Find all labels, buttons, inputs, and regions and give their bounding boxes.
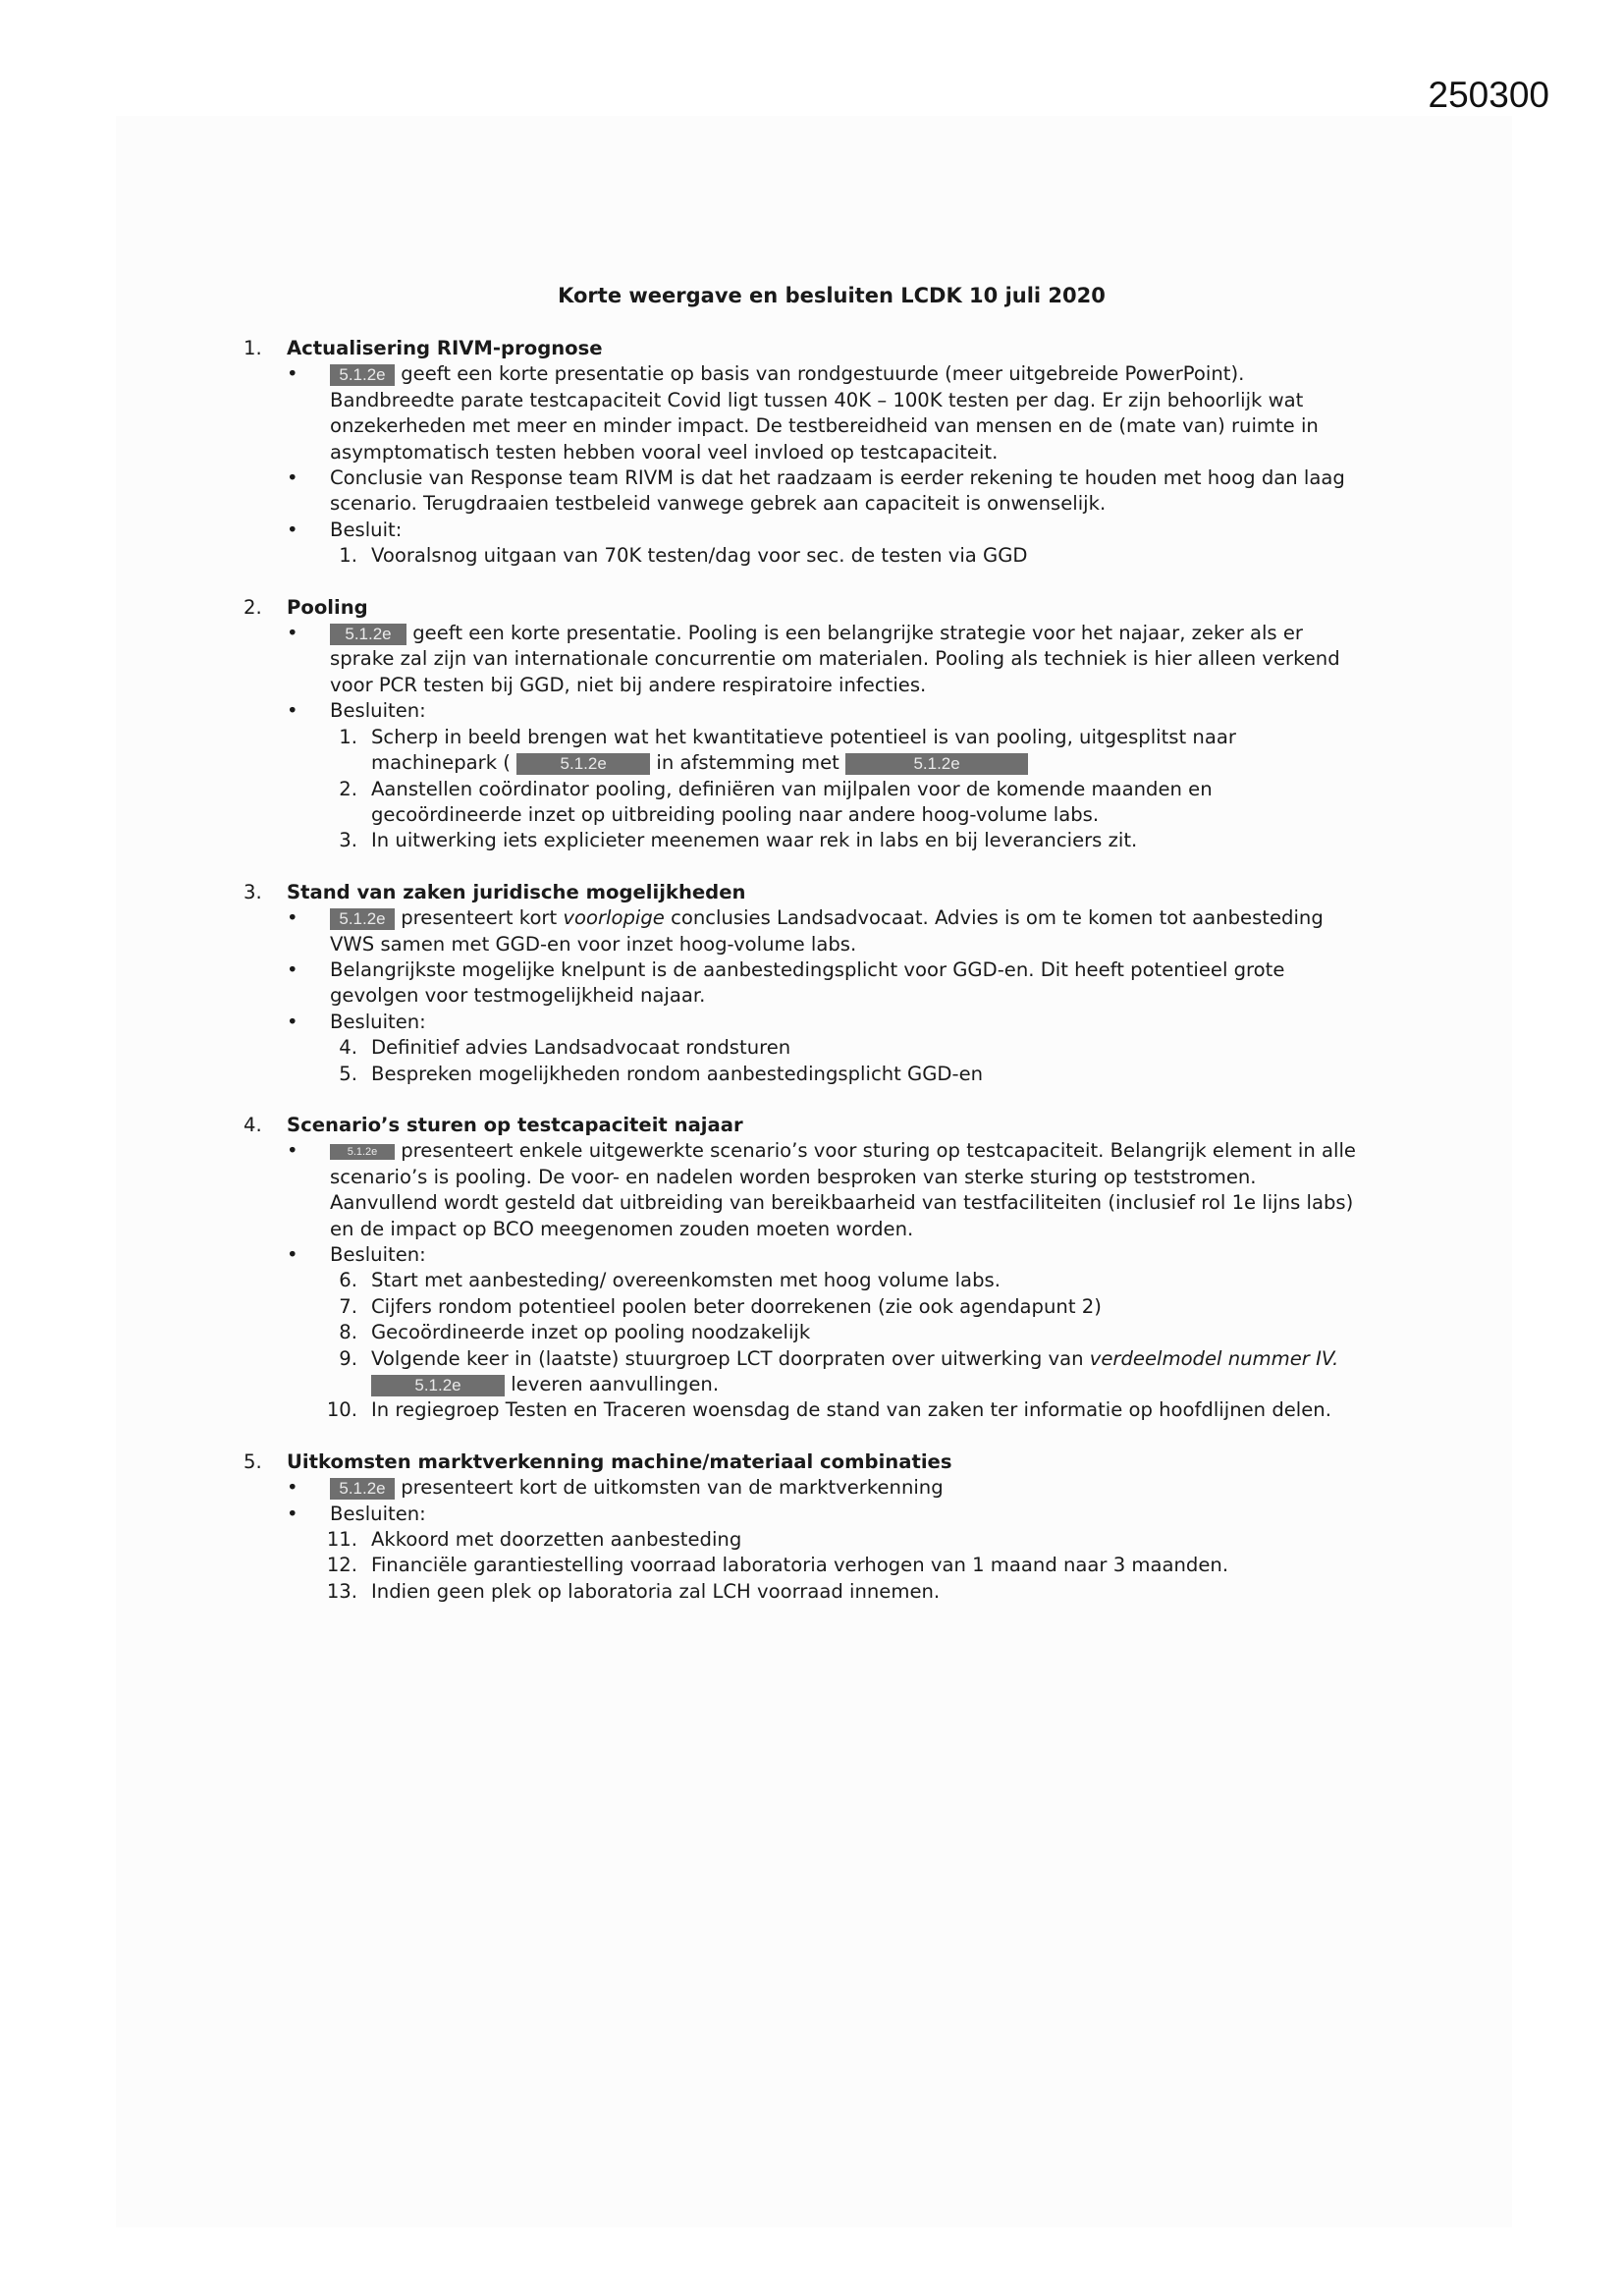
bullet-text: geeft een korte presentatie op basis van rondgestuurde (meer uitgebreide PowerPoint). Bandbreedte parate testcapaciteit Covid ligt tussen 40K – 100K testen per dag. Er zijn behoorlijk wat onzekerheden met meer en minder impact. De testbereidheid van mensen en de (mate van) ruimte in asymptomatisch testen hebben vooral veel invloed op testcapaciteit.	[330, 362, 1319, 464]
agenda-item-2	[244, 595, 1363, 854]
decision-text: Indien geen plek op laboratoria zal LCH voorraad innemen.	[371, 1579, 941, 1603]
decision-text: Vooralsnog uitgaan van 70K testen/dag voor sec. de testen via GGD	[371, 544, 1028, 568]
decision-number: 10.	[326, 1398, 357, 1422]
decision-text: Financiële garantiestelling voorraad laboratoria verhogen van 1 maand naar 3 maanden.	[371, 1554, 1229, 1577]
bullet-item	[287, 1138, 1363, 1242]
decision-item	[287, 1527, 1363, 1553]
decision-number: 3.	[339, 829, 357, 852]
decision-item	[287, 1035, 1363, 1061]
decision-text: Gecoördineerde inzet op pooling noodzakelijk	[371, 1321, 811, 1344]
redaction-box: 5.1.2e	[845, 753, 1028, 775]
bullet-icon: •	[287, 957, 298, 981]
bullet-icon: •	[287, 1243, 298, 1266]
bullet-item	[287, 1010, 1363, 1035]
decision-text: In uitwerking iets explicieter meenemen waar rek in labs en bij leveranciers zit.	[371, 829, 1138, 852]
bullet-text: conclusies Landsadvocaat. Advies is om te komen tot aanbesteding VWS samen met GGD-en voor inzet hoog-volume labs.	[330, 906, 1324, 956]
decision-number: 5.	[339, 1062, 357, 1085]
section-title: Actualisering RIVM-prognose	[287, 337, 603, 359]
decision-number: 1.	[339, 544, 357, 568]
decision-item	[287, 1579, 1363, 1605]
decision-text: leveren aanvullingen.	[511, 1373, 720, 1396]
agenda-item-3	[244, 880, 1363, 1087]
bullet-emphasis: voorlopige	[563, 906, 665, 930]
decision-text: Bespreken mogelijkheden rondom aanbestedingsplicht GGD-en	[371, 1062, 984, 1085]
decision-item	[287, 1062, 1363, 1087]
redaction-box: 5.1.2e	[330, 908, 395, 930]
decision-text: Definitief advies Landsadvocaat rondsturen	[371, 1036, 791, 1060]
decision-text: Volgende keer in (laatste) stuurgroep LCT doorpraten over uitwerking van	[371, 1346, 1084, 1370]
bullet-item	[287, 465, 1363, 518]
decision-number: 2.	[339, 777, 357, 800]
bullet-item	[287, 957, 1363, 1010]
section-title: Pooling	[287, 595, 368, 619]
decision-item	[287, 1294, 1363, 1320]
section-number: 2.	[244, 595, 262, 619]
decisions-label: Besluiten:	[330, 699, 426, 723]
decisions-label: Besluiten:	[330, 1243, 426, 1266]
section-title: Scenario’s sturen op testcapaciteit najaar	[287, 1113, 743, 1136]
bullet-text: presenteert kort de uitkomsten van de marktverkenning	[401, 1476, 944, 1500]
bullet-item	[287, 698, 1363, 724]
bullet-icon: •	[287, 1010, 298, 1033]
redaction-box: 5.1.2e	[330, 1478, 395, 1500]
decision-item	[287, 1346, 1363, 1398]
bullet-item	[287, 1242, 1363, 1268]
bullet-text: presenteert enkele uitgewerkte scenario’s voor sturing op testcapaciteit. Belangrijk element in alle scenario’s is pooling. De voor- en nadelen worden besproken van sterke sturing op teststromen. Aanvullend wordt gesteld dat uitbreiding van bereikbaarheid van testfaciliteiten (inclusief rol 1e lijns labs) en de impact op BCO meegenomen zouden moeten worden.	[330, 1139, 1356, 1240]
bullet-icon: •	[287, 699, 298, 723]
document-number: 250300	[1428, 75, 1549, 115]
section-number: 4.	[244, 1113, 262, 1136]
decision-number: 8.	[339, 1321, 357, 1344]
decision-emphasis: verdeelmodel nummer IV.	[1089, 1346, 1339, 1370]
decision-text: in afstemming met	[656, 751, 839, 775]
decision-item	[287, 828, 1363, 853]
bullet-icon: •	[287, 1139, 298, 1163]
bullet-item	[287, 905, 1363, 957]
bullet-text: geeft een korte presentatie. Pooling is een belangrijke strategie voor het najaar, zeker als er sprake zal zijn van internationale concurrentie om materialen. Pooling als techniek is hier alleen verkend voor PCR testen bij GGD, niet bij andere respiratoire infecties.	[330, 622, 1340, 696]
decision-item	[287, 543, 1363, 569]
bullet-icon: •	[287, 1502, 298, 1525]
bullet-item	[287, 621, 1363, 698]
bullet-icon: •	[287, 362, 298, 386]
decision-text: Cijfers rondom potentieel poolen beter doorrekenen (zie ook agendapunt 2)	[371, 1294, 1102, 1318]
bullet-icon: •	[287, 622, 298, 645]
redaction-box: 5.1.2e	[330, 1144, 395, 1160]
bullet-item	[287, 1475, 1363, 1501]
decision-text: Start met aanbesteding/ overeenkomsten met hoog volume labs.	[371, 1269, 1001, 1292]
bullet-text: Belangrijkste mogelijke knelpunt is de aanbestedingsplicht voor GGD-en. Dit heeft potentieel grote gevolgen voor testmogelijkheid najaar.	[330, 957, 1285, 1008]
agenda-item-1	[244, 336, 1363, 570]
bullet-icon: •	[287, 1476, 298, 1500]
agenda-item-4	[244, 1113, 1363, 1424]
bullet-icon: •	[287, 466, 298, 490]
decisions-label: Besluit:	[330, 518, 403, 541]
redaction-box: 5.1.2e	[330, 624, 406, 645]
decision-text: In regiegroep Testen en Traceren woensdag de stand van zaken ter informatie op hoofdlijnen delen.	[371, 1398, 1331, 1422]
decision-item	[287, 1397, 1363, 1423]
section-number: 1.	[244, 337, 262, 359]
decision-item	[287, 1320, 1363, 1345]
decision-item	[287, 777, 1363, 829]
bullet-item	[287, 1502, 1363, 1527]
decision-number: 9.	[339, 1346, 357, 1370]
decision-item	[287, 1553, 1363, 1578]
section-number: 5.	[244, 1449, 262, 1473]
document-title: Korte weergave en besluiten LCDK 10 juli 2020	[558, 284, 1106, 307]
decision-number: 1.	[339, 725, 357, 748]
redaction-box: 5.1.2e	[516, 753, 650, 775]
decision-text: Aanstellen coördinator pooling, definiëren van mijlpalen voor de komende maanden en gecoördineerde inzet op uitbreiding pooling naar andere hoog-volume labs.	[371, 777, 1213, 826]
decision-number: 7.	[339, 1294, 357, 1318]
decision-number: 6.	[339, 1269, 357, 1292]
decisions-label: Besluiten:	[330, 1502, 426, 1525]
decision-number: 4.	[339, 1036, 357, 1060]
bullet-item	[287, 518, 1363, 543]
bullet-icon: •	[287, 906, 298, 930]
section-number: 3.	[244, 880, 262, 903]
bullet-icon: •	[287, 518, 298, 541]
decisions-label: Besluiten:	[330, 1010, 426, 1033]
document-body	[244, 336, 1363, 1630]
bullet-text: Conclusie van Response team RIVM is dat het raadzaam is eerder rekening te houden met hoog dan laag scenario. Terugdraaien testbeleid vanwege gebrek aan capaciteit is onwenselijk.	[330, 466, 1345, 516]
decision-number: 11.	[326, 1528, 357, 1552]
decision-text: Scherp in beeld brengen wat het kwantitatieve potentieel is van pooling, uitgesplitst naar machinepark (	[371, 725, 1236, 775]
bullet-text: presenteert kort	[401, 906, 558, 930]
decision-item	[287, 725, 1363, 777]
section-title: Stand van zaken juridische mogelijkheden	[287, 880, 746, 903]
decision-number: 13.	[326, 1579, 357, 1603]
decision-item	[287, 1268, 1363, 1293]
section-title: Uitkomsten marktverkenning machine/materiaal combinaties	[287, 1449, 952, 1473]
agenda-item-5	[244, 1449, 1363, 1605]
redaction-box: 5.1.2e	[371, 1375, 505, 1396]
bullet-item	[287, 361, 1363, 465]
decision-text: Akkoord met doorzetten aanbesteding	[371, 1528, 742, 1552]
redaction-box: 5.1.2e	[330, 364, 395, 386]
decision-number: 12.	[326, 1554, 357, 1577]
